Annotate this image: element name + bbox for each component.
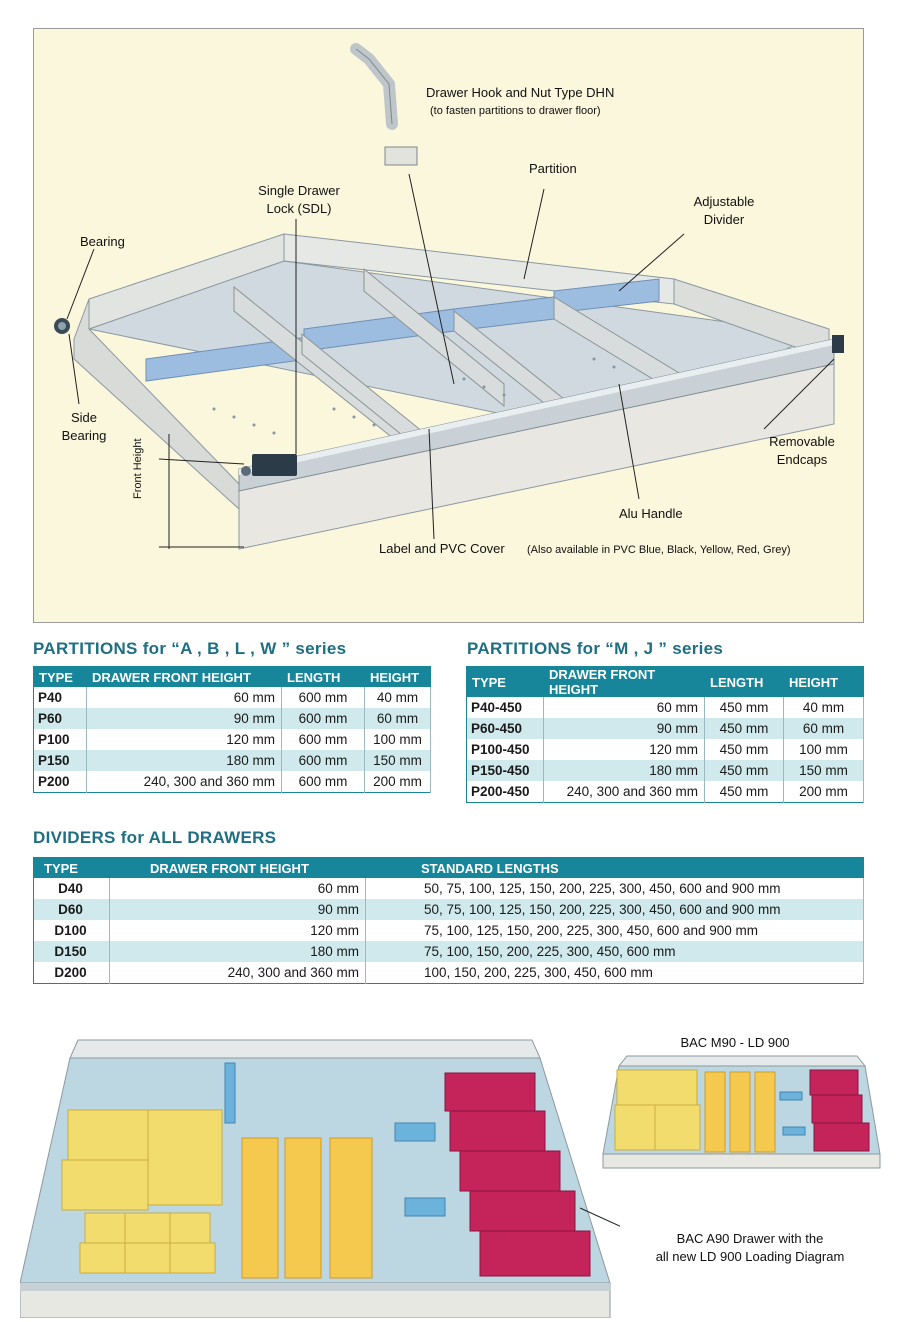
side-bearing-line2: Bearing xyxy=(61,428,107,443)
bearing-label: Bearing xyxy=(80,234,125,249)
cell-length: 450 mm xyxy=(705,760,784,781)
drawer-hook-label: Drawer Hook and Nut Type DHN xyxy=(426,85,615,100)
cell-length: 450 mm xyxy=(705,718,784,739)
side-bearing-label xyxy=(54,409,114,445)
cell-height: 60 mm xyxy=(365,708,431,729)
removable-endcaps-line2: Endcaps xyxy=(776,452,828,467)
cell-length: 600 mm xyxy=(282,750,365,771)
bac-m90-caption: BAC M90 - LD 900 xyxy=(680,1035,790,1050)
cell-front-height: 120 mm xyxy=(544,739,705,760)
cell-type: P150 xyxy=(34,750,87,771)
cell-type: P40 xyxy=(34,687,87,708)
cell-front-height: 60 mm xyxy=(110,878,366,899)
col-header-length: LENGTH xyxy=(705,667,784,698)
partitions-abl-title: PARTITIONS for “A , B , L , W ” series xyxy=(33,639,347,658)
drawer-hook-note: (to fasten partitions to drawer floor) xyxy=(430,105,601,117)
bac-m90-drawer-photo xyxy=(595,1052,890,1170)
cell-height: 200 mm xyxy=(365,771,431,793)
table-row xyxy=(34,941,864,962)
cell-type: P100 xyxy=(34,729,87,750)
cell-type: P100-450 xyxy=(467,739,544,760)
cell-height: 60 mm xyxy=(784,718,864,739)
cell-height: 100 mm xyxy=(784,739,864,760)
cell-length: 450 mm xyxy=(705,697,784,718)
cell-front-height: 120 mm xyxy=(110,920,366,941)
cell-height: 150 mm xyxy=(784,760,864,781)
table-header-row xyxy=(34,858,864,879)
adjustable-divider-label xyxy=(684,193,764,229)
cell-front-height: 90 mm xyxy=(110,899,366,920)
cell-standard-lengths: 75, 100, 125, 150, 200, 225, 300, 450, 600 and 900 mm xyxy=(366,920,864,941)
table-row xyxy=(34,878,864,899)
cell-height: 40 mm xyxy=(365,687,431,708)
single-drawer-lock-line2: Lock (SDL) xyxy=(266,201,332,216)
table-header-row xyxy=(34,667,431,688)
partitions-abl-table xyxy=(33,666,431,793)
cell-length: 600 mm xyxy=(282,708,365,729)
label-pvc-cover-label: Label and PVC Cover xyxy=(379,541,505,556)
cell-type: P200-450 xyxy=(467,781,544,803)
col-header-drawer-front-height: DRAWER FRONT HEIGHT xyxy=(544,667,705,698)
cell-height: 100 mm xyxy=(365,729,431,750)
col-header-standard-lengths: STANDARD LENGTHS xyxy=(366,858,864,879)
cell-front-height: 240, 300 and 360 mm xyxy=(544,781,705,803)
col-header-drawer-front-height: DRAWER FRONT HEIGHT xyxy=(110,858,366,879)
single-drawer-lock-label xyxy=(254,182,344,218)
col-header-type: TYPE xyxy=(34,667,87,688)
cell-front-height: 60 mm xyxy=(87,687,282,708)
bac-a90-caption-line2: all new LD 900 Loading Diagram xyxy=(655,1249,845,1264)
cell-front-height: 120 mm xyxy=(87,729,282,750)
cell-length: 450 mm xyxy=(705,781,784,803)
bac-a90-caption-line1: BAC A90 Drawer with the xyxy=(676,1231,824,1246)
partitions-mj-title: PARTITIONS for “M , J ” series xyxy=(467,639,724,658)
cell-front-height: 60 mm xyxy=(544,697,705,718)
cell-height: 40 mm xyxy=(784,697,864,718)
bac-a90-drawer-photo xyxy=(20,1028,620,1318)
dividers-table xyxy=(33,857,864,984)
bac-a90-caption xyxy=(630,1230,870,1266)
cell-front-height: 180 mm xyxy=(544,760,705,781)
adjustable-divider-line1: Adjustable xyxy=(693,194,755,209)
cell-front-height: 90 mm xyxy=(544,718,705,739)
cell-front-height: 240, 300 and 360 mm xyxy=(87,771,282,793)
cell-type: D100 xyxy=(34,920,110,941)
table-row xyxy=(34,899,864,920)
cell-standard-lengths: 100, 150, 200, 225, 300, 450, 600 mm xyxy=(366,962,864,984)
col-header-type: TYPE xyxy=(34,858,110,879)
col-header-type: TYPE xyxy=(467,667,544,698)
table-row xyxy=(467,760,864,781)
alu-handle-note: (Also available in PVC Blue, Black, Yellow, Red, Grey) xyxy=(527,544,791,556)
cell-type: D150 xyxy=(34,941,110,962)
cell-front-height: 240, 300 and 360 mm xyxy=(110,962,366,984)
table-header-row xyxy=(467,667,864,698)
cell-type: D200 xyxy=(34,962,110,984)
cell-type: P40-450 xyxy=(467,697,544,718)
col-header-height: HEIGHT xyxy=(784,667,864,698)
front-height-label: Front Height xyxy=(132,438,144,499)
table-row xyxy=(34,771,431,793)
cell-type: P60 xyxy=(34,708,87,729)
table-row xyxy=(34,708,431,729)
removable-endcaps-line1: Removable xyxy=(769,434,835,449)
table-row xyxy=(467,739,864,760)
cell-standard-lengths: 75, 100, 150, 200, 225, 300, 450, 600 mm xyxy=(366,941,864,962)
table-row xyxy=(34,729,431,750)
table-row xyxy=(467,718,864,739)
cell-type: P150-450 xyxy=(467,760,544,781)
alu-handle-label: Alu Handle xyxy=(619,506,683,521)
cell-height: 200 mm xyxy=(784,781,864,803)
table-row xyxy=(34,962,864,984)
cell-type: P60-450 xyxy=(467,718,544,739)
table-row xyxy=(467,781,864,803)
col-header-height: HEIGHT xyxy=(365,667,431,688)
removable-endcaps-label xyxy=(762,433,842,469)
col-header-length: LENGTH xyxy=(282,667,365,688)
partition-label: Partition xyxy=(529,161,577,176)
dividers-title: DIVIDERS for ALL DRAWERS xyxy=(33,828,277,847)
cell-length: 600 mm xyxy=(282,729,365,750)
cell-standard-lengths: 50, 75, 100, 125, 150, 200, 225, 300, 450, 600 and 900 mm xyxy=(366,899,864,920)
single-drawer-lock-line1: Single Drawer xyxy=(258,183,340,198)
col-header-drawer-front-height: DRAWER FRONT HEIGHT xyxy=(87,667,282,688)
table-row xyxy=(34,687,431,708)
adjustable-divider-line2: Divider xyxy=(703,212,745,227)
table-row xyxy=(34,750,431,771)
cell-length: 450 mm xyxy=(705,739,784,760)
cell-front-height: 90 mm xyxy=(87,708,282,729)
cell-front-height: 180 mm xyxy=(110,941,366,962)
drawer-diagram-panel xyxy=(33,28,864,623)
table-row xyxy=(34,920,864,941)
partitions-mj-table xyxy=(466,666,864,803)
cell-type: D60 xyxy=(34,899,110,920)
cell-length: 600 mm xyxy=(282,771,365,793)
side-bearing-line1: Side xyxy=(70,410,98,425)
cell-length: 600 mm xyxy=(282,687,365,708)
cell-front-height: 180 mm xyxy=(87,750,282,771)
cell-height: 150 mm xyxy=(365,750,431,771)
cell-type: P200 xyxy=(34,771,87,793)
cell-standard-lengths: 50, 75, 100, 125, 150, 200, 225, 300, 450, 600 and 900 mm xyxy=(366,878,864,899)
table-row xyxy=(467,697,864,718)
cell-type: D40 xyxy=(34,878,110,899)
